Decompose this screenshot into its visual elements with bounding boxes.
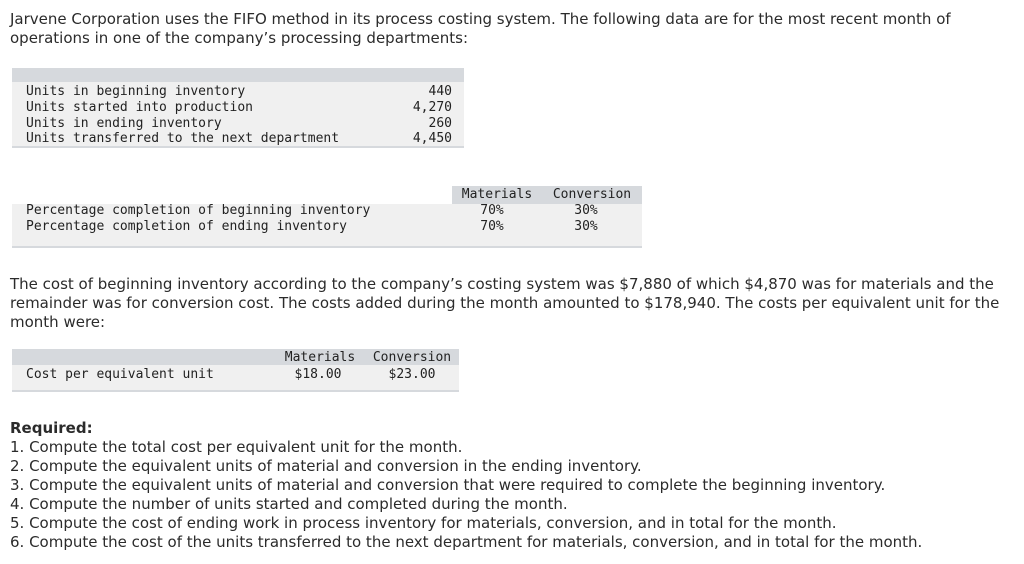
required-item: 6. Compute the cost of the units transferred to the next department for materials, conversion, and in total for the month.	[10, 533, 923, 551]
cost-row-label: Cost per equivalent unit	[26, 367, 214, 382]
required-item: 4. Compute the number of units started and completed during the month.	[10, 495, 568, 513]
completion-footer-bar	[12, 246, 642, 248]
units-table-header-bar	[12, 68, 464, 82]
cost-table-footer-bar	[12, 390, 459, 392]
intro-paragraph: Jarvene Corporation uses the FIFO method in its process costing system. The following data are for the most recent month of operations in one of the company’s processing departments:	[10, 10, 951, 47]
completion-row-label: Percentage completion of beginning inventory	[26, 203, 371, 218]
cost-conversion-value: $23.00	[388, 367, 436, 382]
units-row-label: Units in ending inventory	[26, 116, 222, 131]
cost-paragraph: The cost of beginning inventory according to the company’s costing system was $7,880 of which $4,870 was for materials and the remainder was for conversion cost. The costs added during the month amounted to $178,940. The costs per equivalent unit for the month were:	[10, 275, 1000, 331]
units-row-label: Units in beginning inventory	[26, 84, 246, 99]
units-row-value: 4,270	[412, 100, 452, 115]
completion-conversion-value: 30%	[574, 203, 598, 218]
conversion-column-header: Conversion	[372, 350, 452, 365]
cost-table	[12, 349, 459, 393]
completion-row-label: Percentage completion of ending inventory	[26, 219, 347, 234]
required-section	[10, 419, 922, 552]
required-item: 3. Compute the equivalent units of material and conversion that were required to complete the beginning inventory.	[10, 476, 886, 494]
materials-column-header: Materials	[284, 350, 356, 365]
units-row-value: 4,450	[412, 131, 452, 146]
required-item: 1. Compute the total cost per equivalent unit for the month.	[10, 438, 463, 456]
completion-conversion-value: 30%	[574, 219, 598, 234]
completion-materials-value: 70%	[480, 219, 504, 234]
materials-column-header: Materials	[461, 187, 533, 202]
cost-materials-value: $18.00	[294, 367, 342, 382]
conversion-column-header: Conversion	[552, 187, 632, 202]
required-title: Required:	[10, 419, 93, 437]
completion-table	[12, 186, 642, 250]
units-row-value: 260	[428, 116, 452, 131]
units-row-label: Units transferred to the next department	[26, 131, 340, 146]
units-row-label: Units started into production	[26, 100, 253, 115]
units-row-value: 440	[428, 84, 452, 99]
units-table	[12, 68, 464, 148]
completion-materials-value: 70%	[480, 203, 504, 218]
required-item: 5. Compute the cost of ending work in process inventory for materials, conversion, and in total for the month.	[10, 514, 837, 532]
required-item: 2. Compute the equivalent units of material and conversion in the ending inventory.	[10, 457, 642, 475]
